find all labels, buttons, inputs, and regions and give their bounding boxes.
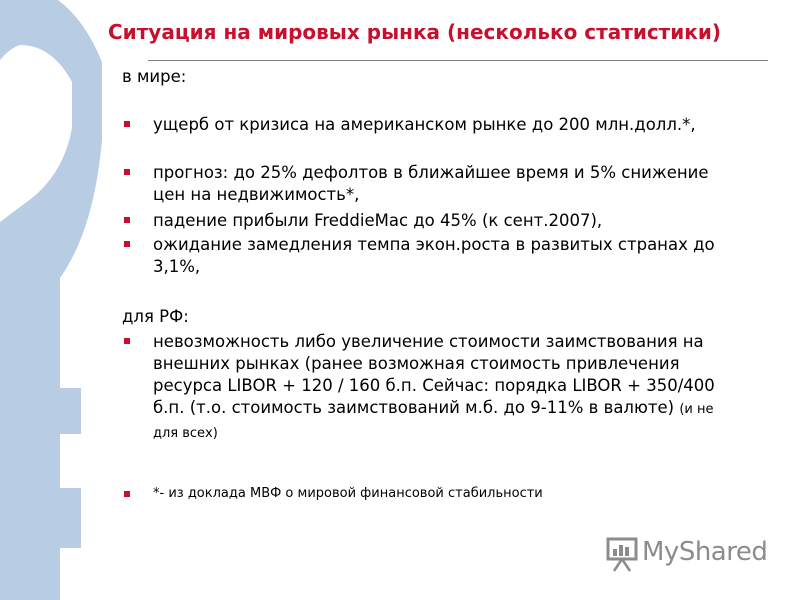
bullet-marker-icon: [124, 217, 130, 223]
bullet-marker-icon: [124, 491, 130, 497]
bullet-marker-icon: [124, 338, 130, 344]
list-item-text: [153, 331, 733, 445]
list-item-note: (и не для всех): [153, 402, 714, 441]
list-item-text: падение прибыли FreddieMac до 45% (к сент.2007),: [153, 211, 603, 230]
slide-title: Ситуация на мировых рынка (несколько статистики): [108, 20, 722, 44]
section-heading-world: в мире:: [122, 67, 187, 86]
title-divider: [148, 60, 768, 61]
bullet-marker-icon: [124, 241, 130, 247]
bullet-marker-icon: [124, 169, 130, 175]
section-heading-rf: для РФ:: [122, 307, 189, 326]
myshared-logo: [606, 535, 776, 575]
list-item-text: прогноз: до 25% дефолтов в ближайшее время и 5% снижение цен на недвижимость*,: [153, 163, 709, 204]
presentation-board-icon: [606, 535, 640, 575]
list-item-main-text: невозможность либо увеличение стоимости заимствования на внешних рынках (ранее возможная стоимость привлечения ресурса LIBOR + 120 / 160 б.п. Сейчас: порядка LIBOR + 350/400 б.п. (т.о. стоимость заимствований м.б. до 9-11% в валюте): [153, 332, 715, 417]
list-item-text: ущерб от кризиса на американском рынке до 200 млн.долл.*,: [153, 115, 696, 134]
logo-text: MyShared: [642, 537, 768, 567]
list-item-text: ожидание замедления темпа экон.роста в развитых странах до 3,1%,: [153, 235, 715, 276]
footnote-text: *- из доклада МВФ о мировой финансовой стабильности: [153, 486, 543, 501]
bullet-marker-icon: [124, 121, 130, 127]
